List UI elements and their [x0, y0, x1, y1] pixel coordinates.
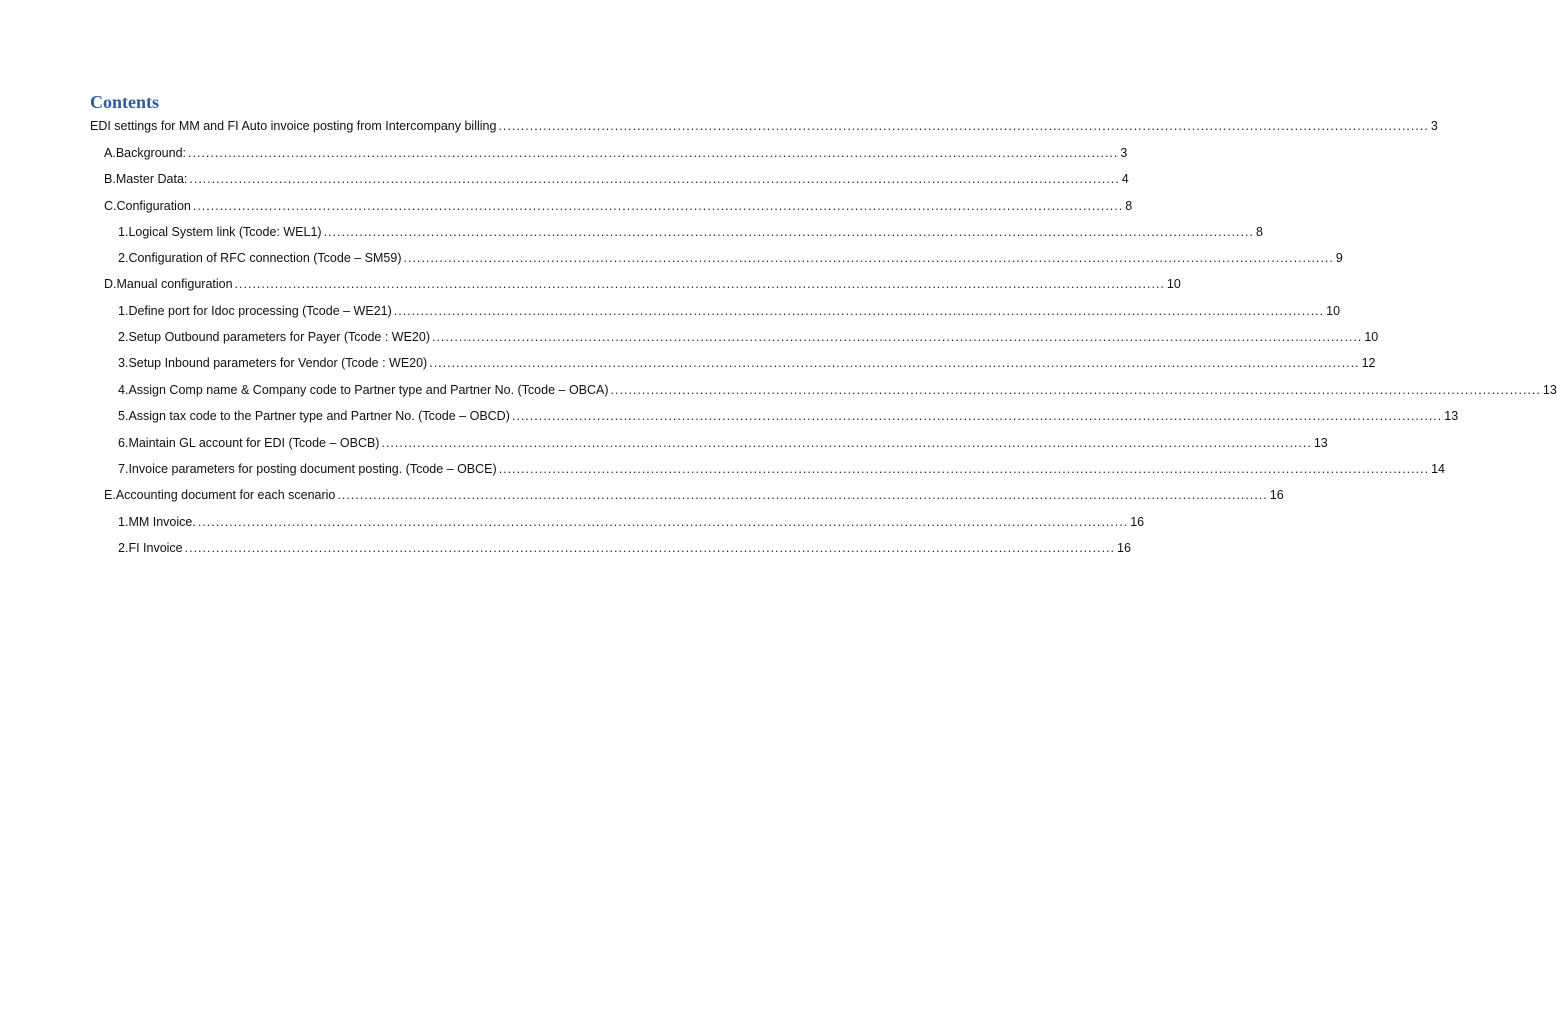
toc-page-number: 14 — [1431, 462, 1445, 476]
toc-page-number: 16 — [1269, 488, 1284, 502]
toc-page-number: 12 — [1361, 356, 1376, 370]
toc-page-number: 10 — [1364, 330, 1379, 344]
toc-entry-number: 3. — [118, 356, 129, 370]
toc-page-number: 13 — [1542, 383, 1557, 397]
toc-leader: ................................................................................................................................................................................................................ — [323, 225, 1254, 239]
toc-page-number: 3 — [1430, 119, 1438, 133]
toc-entry-number: 6. — [118, 436, 129, 450]
toc-leader: ................................................................................................................................................................................................................ — [511, 409, 1443, 423]
toc-leader: ................................................................................................................................................................................................................ — [393, 304, 1325, 318]
toc-leader: ................................................................................................................................................................................................................ — [403, 251, 1334, 265]
toc-entry-number: 1. — [118, 515, 129, 529]
toc-entry-number: 2. — [118, 251, 129, 265]
toc-entry-title: Maintain GL account for EDI (Tcode – OBCB) — [128, 436, 380, 450]
toc-leader: ................................................................................................................................................................................................................ — [188, 146, 1119, 160]
toc-leader: ................................................................................................................................................................................................................ — [429, 356, 1360, 370]
toc-page-number: 9 — [1335, 251, 1343, 265]
toc-entry[interactable] — [104, 487, 1284, 503]
toc-page-number: 3 — [1120, 146, 1128, 160]
toc-entry[interactable] — [118, 461, 1445, 477]
toc-entry-title: Background: — [115, 146, 186, 160]
contents-heading: Contents — [90, 92, 160, 112]
toc-entry-title: Setup Inbound parameters for Vendor (Tcode : WE20) — [128, 356, 428, 370]
toc-entry[interactable] — [118, 435, 1328, 451]
toc-entry[interactable] — [104, 276, 1181, 292]
toc-leader: ................................................................................................................................................................................................................ — [234, 277, 1165, 291]
toc-entry[interactable] — [90, 118, 1438, 134]
toc-entry[interactable] — [118, 250, 1343, 266]
toc-entry-number: B. — [104, 172, 116, 186]
toc-page-number: 13 — [1444, 409, 1459, 423]
toc-leader: ................................................................................................................................................................................................................ — [610, 383, 1541, 397]
toc-page-number: 13 — [1313, 436, 1328, 450]
toc-page-number: 10 — [1166, 277, 1181, 291]
toc-entry[interactable] — [104, 198, 1133, 214]
toc-leader: ................................................................................................................................................................................................................ — [381, 436, 1312, 450]
toc-entry-title: Accounting document for each scenario — [115, 488, 336, 502]
toc-entry-title: Master Data: — [115, 172, 188, 186]
toc-entry[interactable] — [118, 408, 1459, 424]
toc-entry-title: EDI settings for MM and FI Auto invoice posting from Intercompany billing — [90, 119, 497, 133]
toc-entry[interactable] — [118, 329, 1379, 345]
toc-leader: ................................................................................................................................................................................................................ — [192, 199, 1124, 213]
toc-page-number: 10 — [1326, 304, 1341, 318]
toc-leader: ................................................................................................................................................................................................................ — [197, 515, 1129, 529]
toc-entry-title: Configuration of RFC connection (Tcode – SM59) — [128, 251, 402, 265]
toc-entry[interactable] — [118, 224, 1263, 240]
toc-entry[interactable] — [104, 145, 1128, 161]
toc-entry[interactable] — [118, 540, 1131, 556]
toc-page-number: 16 — [1130, 515, 1145, 529]
toc-entry-number: 2. — [118, 330, 129, 344]
toc-entry-title: Invoice parameters for posting document posting. (Tcode – OBCE) — [128, 462, 497, 476]
toc-entry-title: Manual configuration — [116, 277, 233, 291]
toc-entry-number: 1. — [118, 225, 129, 239]
toc-page-number: 8 — [1255, 225, 1263, 239]
toc-entry[interactable] — [118, 382, 1557, 398]
toc-entry-title: FI Invoice — [128, 541, 183, 555]
toc-entry-title: MM Invoice. — [128, 515, 196, 529]
toc-entry-number: D. — [104, 277, 117, 291]
toc-leader: ................................................................................................................................................................................................................ — [337, 488, 1268, 502]
toc-entry[interactable] — [118, 514, 1145, 530]
toc-entry-title: Define port for Idoc processing (Tcode – WE21) — [128, 304, 392, 318]
toc-entry-title: Configuration — [116, 199, 191, 213]
toc-leader: ................................................................................................................................................................................................................ — [498, 462, 1430, 476]
toc-page-number: 16 — [1117, 541, 1131, 555]
toc-entry[interactable] — [104, 171, 1129, 187]
toc-leader: ................................................................................................................................................................................................................ — [184, 541, 1115, 555]
toc-entry-title: Logical System link (Tcode: WEL1) — [128, 225, 322, 239]
toc-entry-title: Assign tax code to the Partner type and Partner No. (Tcode – OBCD) — [128, 409, 510, 423]
toc-leader: ................................................................................................................................................................................................................ — [189, 172, 1120, 186]
toc-entry[interactable] — [118, 355, 1376, 371]
toc-entry-number: 1. — [118, 304, 129, 318]
toc-page-number: 8 — [1125, 199, 1133, 213]
toc-leader: ................................................................................................................................................................................................................ — [498, 119, 1429, 133]
toc-entry-number: E. — [104, 488, 116, 502]
toc-leader: ................................................................................................................................................................................................................ — [431, 330, 1363, 344]
toc-entry-title: Setup Outbound parameters for Payer (Tcode : WE20) — [128, 330, 430, 344]
toc-entry-number: 7. — [118, 462, 129, 476]
toc-entry-title: Assign Comp name & Company code to Partner type and Partner No. (Tcode – OBCA) — [128, 383, 609, 397]
toc-entry-number: 2. — [118, 541, 129, 555]
toc-entry-number: 5. — [118, 409, 129, 423]
toc-entry-number: 4. — [118, 383, 129, 397]
toc-entry-number: A. — [104, 146, 116, 160]
toc-page-number: 4 — [1121, 172, 1129, 186]
toc-entry-number: C. — [104, 199, 117, 213]
toc-entry[interactable] — [118, 303, 1341, 319]
